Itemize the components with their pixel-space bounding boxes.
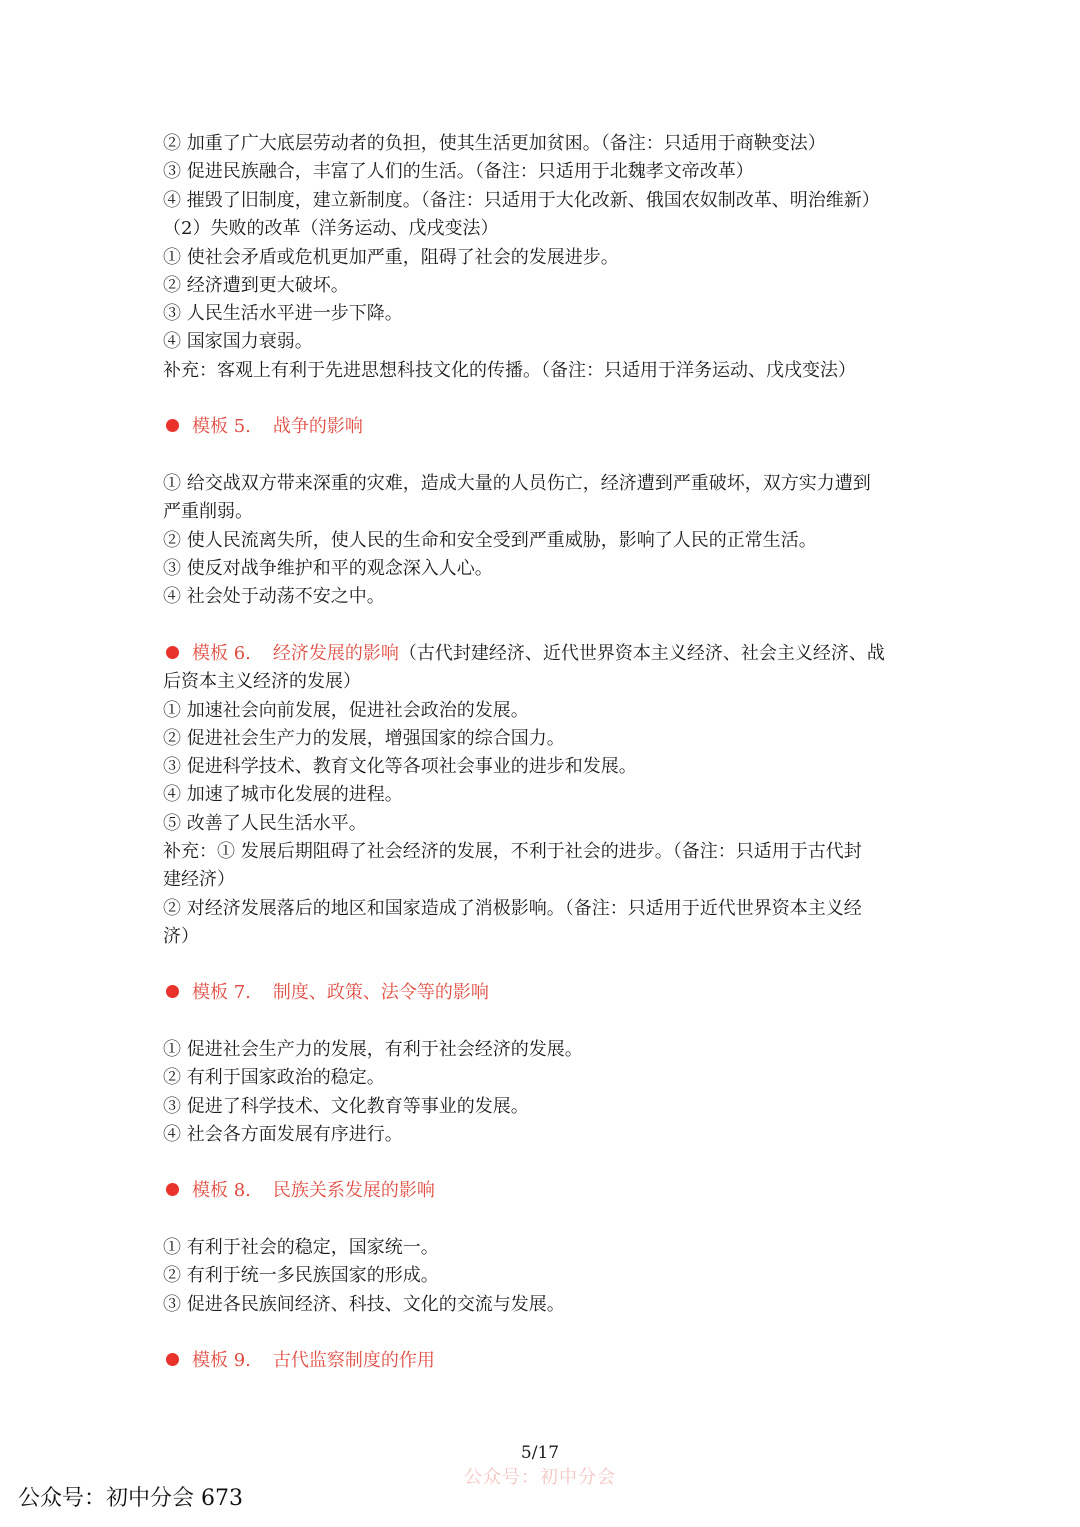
text-line: ② 促进社会生产力的发展，增强国家的综合国力。 <box>163 728 565 749</box>
bullet-dot-icon <box>166 1353 179 1366</box>
text-line: ③ 人民生活水平进一步下降。 <box>163 303 403 324</box>
text-line: 济） <box>163 926 199 947</box>
text-line: ③ 使反对战争维护和平的观念深入人心。 <box>163 558 493 579</box>
text-line: ② 加重了广大底层劳动者的负担，使其生活更加贫困。（备注：只适用于商鞅变法） <box>163 133 826 154</box>
text-line: 补充：① 发展后期阻碍了社会经济的发展，不利于社会的进步。（备注：只适用于古代封 <box>163 841 862 862</box>
template-number: 模板 9. <box>192 1350 251 1371</box>
text-line: 后资本主义经济的发展） <box>163 671 361 692</box>
text-line: ① 有利于社会的稳定，国家统一。 <box>163 1237 439 1258</box>
template-number: 模板 8. <box>192 1180 251 1201</box>
text-line: ② 有利于国家政治的稳定。 <box>163 1067 385 1088</box>
section-heading-5 <box>163 413 933 441</box>
heading-title: 制度、政策、法令等的影响 <box>272 982 489 1003</box>
text-line: ③ 促进民族融合，丰富了人们的生活。（备注：只适用于北魏孝文帝改革） <box>163 161 754 182</box>
text-line: ③ 促进科学技术、教育文化等各项社会事业的进步和发展。 <box>163 756 637 777</box>
section-heading-7 <box>163 979 933 1007</box>
bullet-dot-icon <box>166 985 179 998</box>
text-line: ① 给交战双方带来深重的灾难，造成大量的人员伤亡，经济遭到严重破坏，双方实力遭到 <box>163 473 871 494</box>
text-line: ② 对经济发展落后的地区和国家造成了消极影响。（备注：只适用于近代世界资本主义经 <box>163 898 862 919</box>
watermark: 公众号：初中分会 <box>464 1467 616 1488</box>
section-heading-6 <box>163 640 933 668</box>
heading-title: 经济发展的影响 <box>272 643 399 664</box>
text-line: 建经济） <box>163 869 235 890</box>
page-number: 5/17 <box>520 1443 560 1463</box>
bullet-dot-icon <box>166 419 179 432</box>
text-line: （2）失败的改革（洋务运动、戊戌变法） <box>163 218 499 239</box>
text-line: ② 经济遭到更大破坏。 <box>163 275 349 296</box>
bullet-dot-icon <box>166 1183 179 1196</box>
text-line: ⑤ 改善了人民生活水平。 <box>163 813 367 834</box>
template-number: 模板 7. <box>192 982 251 1003</box>
heading-note: （古代封建经济、近代世界资本主义经济、社会主义经济、战 <box>398 643 885 664</box>
text-line: ② 使人民流离失所，使人民的生命和安全受到严重威胁，影响了人民的正常生活。 <box>163 530 817 551</box>
heading-title: 古代监察制度的作用 <box>272 1350 435 1371</box>
text-line: ① 促进社会生产力的发展，有利于社会经济的发展。 <box>163 1039 583 1060</box>
text-line: ④ 摧毁了旧制度，建立新制度。（备注：只适用于大化改新、俄国农奴制改革、明治维新） <box>163 190 880 211</box>
footer-brand: 公众号：初中分会 673 <box>18 1486 243 1511</box>
section-heading-8 <box>163 1177 933 1205</box>
text-line: ④ 国家国力衰弱。 <box>163 331 313 352</box>
section-heading-9 <box>163 1347 933 1375</box>
text-line: ④ 社会处于动荡不安之中。 <box>163 586 385 607</box>
text-line: 严重削弱。 <box>163 501 253 522</box>
template-number: 模板 5. <box>192 416 251 437</box>
text-line: ② 有利于统一多民族国家的形成。 <box>163 1265 439 1286</box>
template-number: 模板 6. <box>192 643 251 664</box>
heading-title: 民族关系发展的影响 <box>272 1180 435 1201</box>
text-line: ① 使社会矛盾或危机更加严重，阻碍了社会的发展进步。 <box>163 247 619 268</box>
text-line: ④ 加速了城市化发展的进程。 <box>163 784 403 805</box>
bullet-dot-icon <box>166 646 179 659</box>
heading-title: 战争的影响 <box>272 416 363 437</box>
text-line: ③ 促进了科学技术、文化教育等事业的发展。 <box>163 1096 529 1117</box>
text-line: 补充：客观上有利于先进思想科技文化的传播。（备注：只适用于洋务运动、戊戌变法） <box>163 360 856 381</box>
text-line: ① 加速社会向前发展，促进社会政治的发展。 <box>163 700 529 721</box>
text-line: ④ 社会各方面发展有序进行。 <box>163 1124 403 1145</box>
text-line: ③ 促进各民族间经济、科技、文化的交流与发展。 <box>163 1294 565 1315</box>
